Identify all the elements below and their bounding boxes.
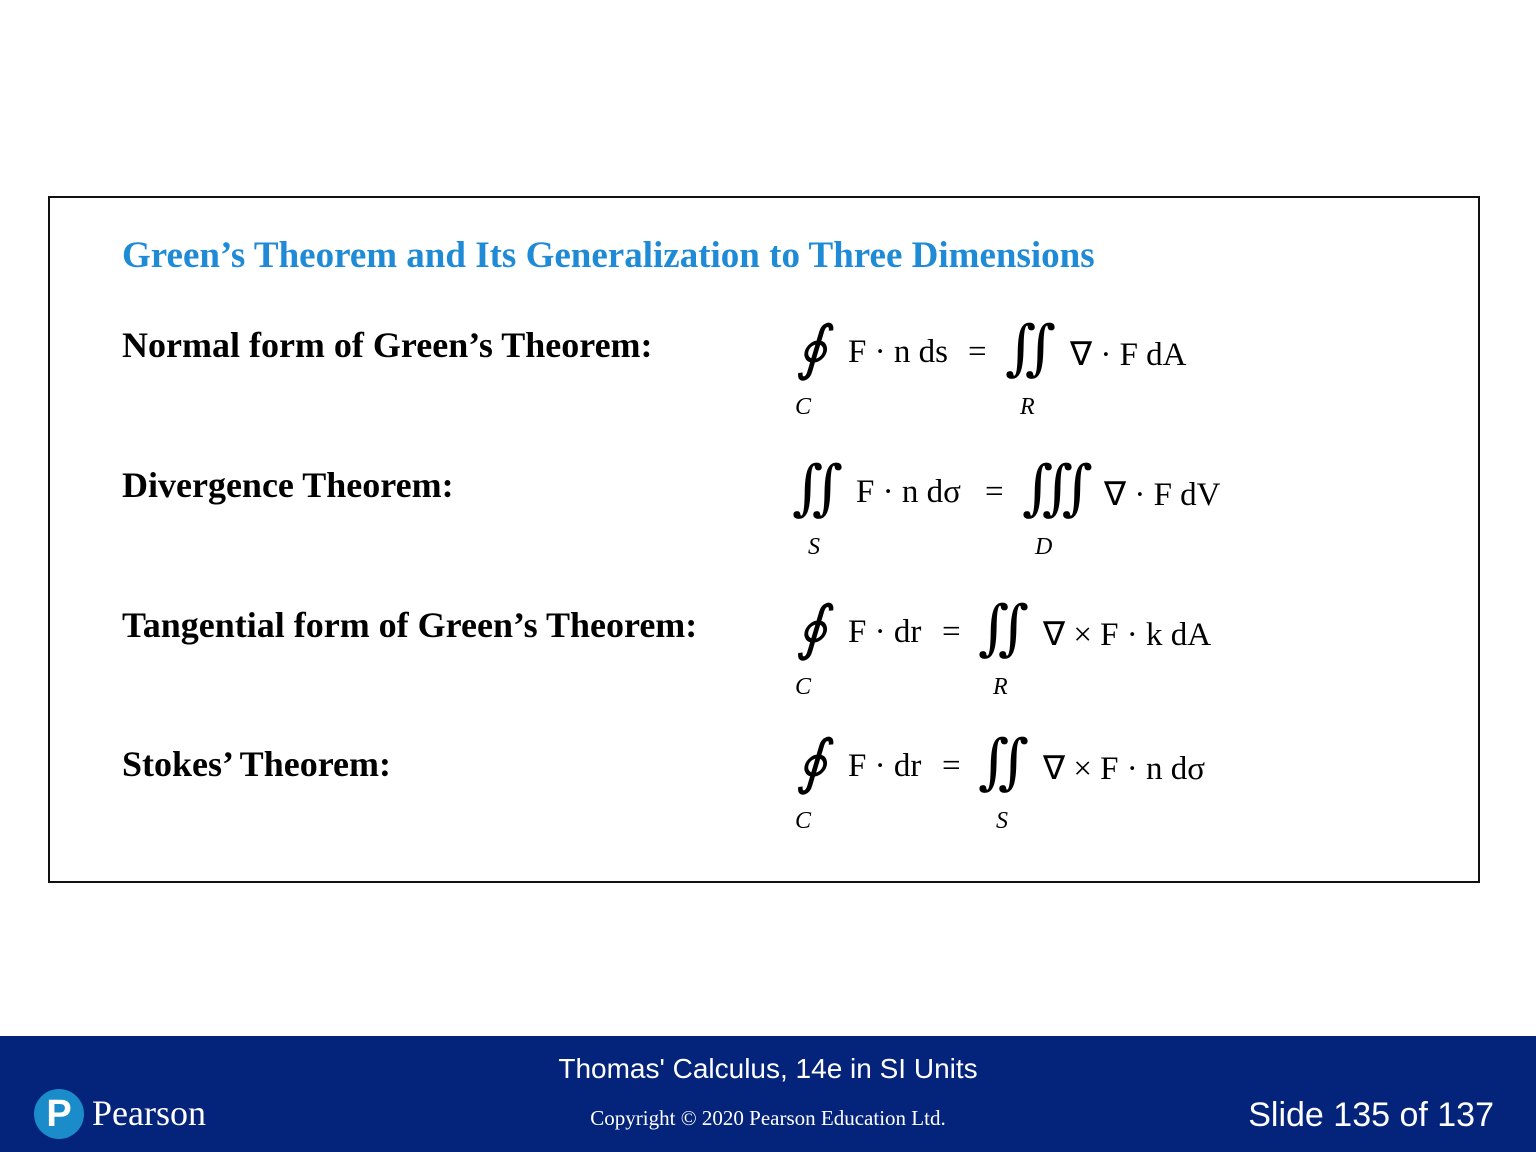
contour-integral-sign: ∮	[796, 727, 828, 797]
double-integral-sign: ∬	[792, 453, 844, 523]
rhs-integrand: ∇ · F dV	[1104, 477, 1221, 513]
pearson-logo-icon: P	[34, 1089, 84, 1139]
contour-integral-sign: ∮	[796, 593, 828, 663]
lhs-integrand: F · dr	[848, 614, 922, 650]
integral-sub-r: R	[993, 674, 1008, 700]
lhs-integrand: F · n dσ	[856, 474, 961, 510]
integral-sub-c: C	[795, 394, 812, 420]
book-title: Thomas' Calculus, 14e in SI Units	[558, 1053, 978, 1084]
double-integral-sign: ∬	[1005, 313, 1057, 383]
copyright-text: Copyright © 2020 Pearson Education Ltd.	[590, 1106, 946, 1130]
row-label-stokes: Stokes’ Theorem:	[122, 744, 391, 784]
rhs-integrand: ∇ × F · k dA	[1043, 617, 1212, 653]
integral-sub-r: R	[1020, 394, 1035, 420]
rhs-integrand: ∇ · F dA	[1070, 337, 1187, 373]
rhs-integrand: ∇ × F · n dσ	[1043, 751, 1206, 787]
lhs-integrand: F · dr	[848, 748, 922, 784]
triple-integral-sign: ∭	[1022, 453, 1093, 523]
slide-title: Green’s Theorem and Its Generalization to Three Dimensions	[122, 235, 1095, 276]
slide-counter: Slide 135 of 137	[1248, 1096, 1494, 1134]
integral-sub-s: S	[808, 534, 820, 560]
pearson-brand: Pearson	[92, 1093, 206, 1133]
equals-sign: =	[942, 748, 961, 784]
row-label-normal-green: Normal form of Green’s Theorem:	[122, 325, 653, 365]
integral-sub-c: C	[795, 808, 812, 834]
integral-sub-d: D	[1035, 534, 1053, 560]
equals-sign: =	[942, 614, 961, 650]
footer-bar	[0, 1036, 1536, 1152]
row-label-divergence: Divergence Theorem:	[122, 465, 454, 505]
lhs-integrand: F · n ds	[848, 334, 948, 370]
double-integral-sign: ∬	[978, 727, 1030, 797]
equals-sign: =	[968, 334, 987, 370]
integral-sub-c: C	[795, 674, 812, 700]
equals-sign: =	[985, 474, 1004, 510]
contour-integral-sign: ∮	[796, 313, 828, 383]
row-label-tangential-green: Tangential form of Green’s Theorem:	[122, 605, 698, 645]
double-integral-sign: ∬	[978, 593, 1030, 663]
integral-sub-s: S	[996, 808, 1008, 834]
